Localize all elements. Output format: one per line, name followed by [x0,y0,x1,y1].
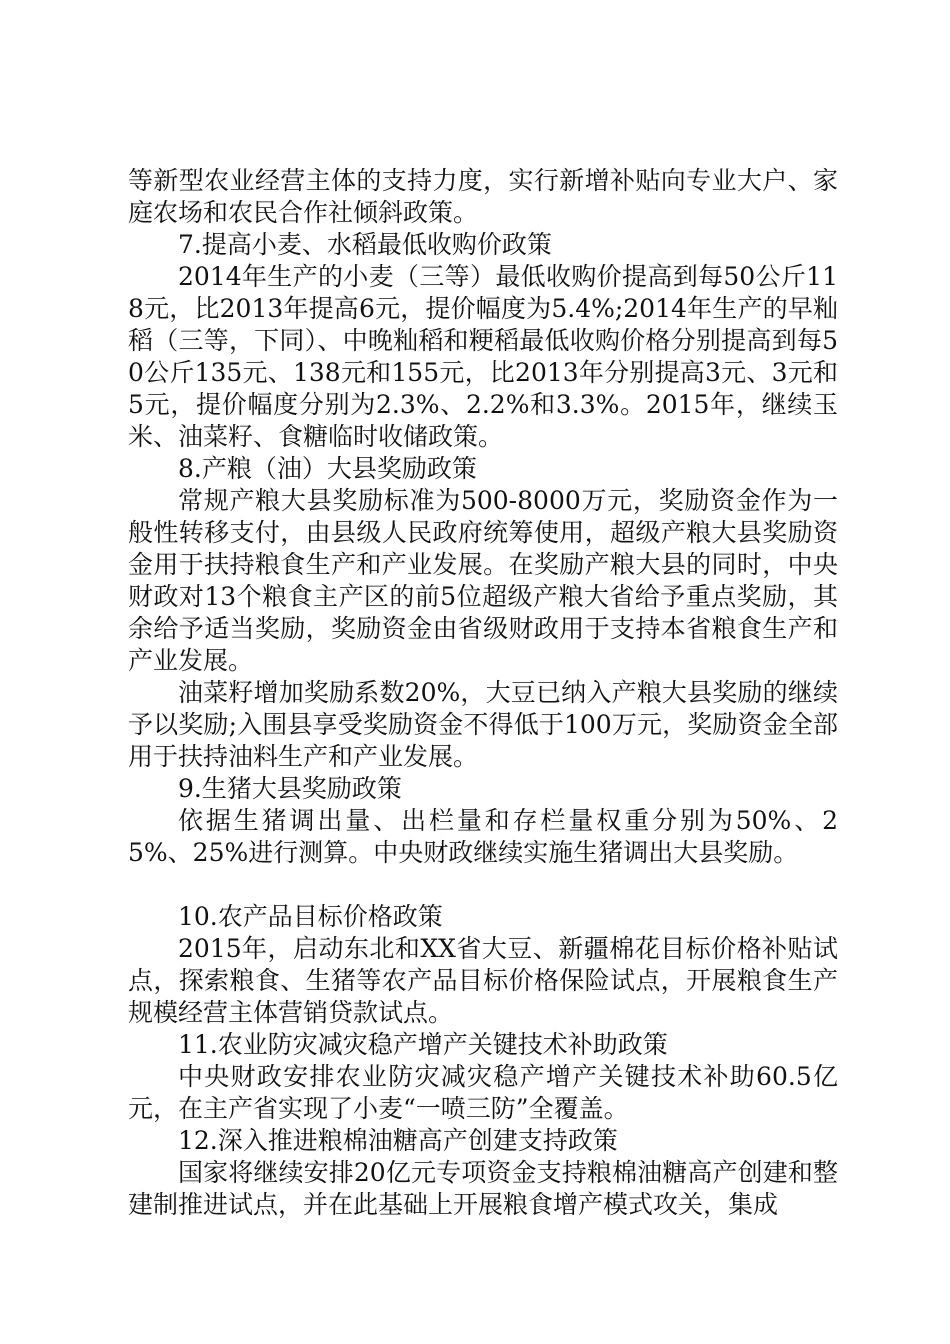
paragraph-oilseed-reward: 油菜籽增加奖励系数20%，大豆已纳入产粮大县奖励的继续予以奖励;入围县享受奖励资金不得低于100万元，奖励资金全部用于扶持油料生产和产业发展。 [128,678,838,771]
section-heading-8: 8.产粮（油）大县奖励政策 [178,454,477,483]
section-heading-12: 12.深入推进粮棉油糖高产创建支持政策 [178,1126,618,1155]
paragraph-high-yield-creation: 国家将继续安排20亿元专项资金支持粮棉油糖高产创建和整建制推进试点，并在此基础上开展粮食增产模式攻关，集成 [128,1158,838,1219]
paragraph-target-price: 2015年，启动东北和XX省大豆、新疆棉花目标价格补贴试点，探索粮食、生猪等农产品目标价格保险试点，开展粮食生产规模经营主体营销贷款试点。 [128,934,838,1027]
section-heading-7: 7.提高小麦、水稻最低收购价政策 [178,230,552,259]
paragraph-pig-county-reward: 依据生猪调出量、出栏量和存栏量权重分别为50%、25%、25%进行测算。中央财政继续实施生猪调出大县奖励。 [128,806,838,867]
paragraph-grain-county-reward: 常规产粮大县奖励标准为500-8000万元，奖励资金作为一般性转移支付，由县级人民政府统筹使用，超级产粮大县奖励资金用于扶持粮食生产和产业发展。在奖励产粮大县的同时，中央财政对13个粮食主产区的前5位超级产粮大省给予重点奖励，其余给予适当奖励，奖励资金由省级财政用于支持本省粮食生产和产业发展。 [128,486,838,675]
paragraph-disaster-prevention: 中央财政安排农业防灾减灾稳产增产关键技术补助60.5亿元，在主产省实现了小麦“一喷三防”全覆盖。 [128,1062,838,1123]
paragraph-continuation: 等新型农业经营主体的支持力度，实行新增补贴向专业大户、家庭农场和农民合作社倾斜政策。 [128,166,838,227]
section-heading-11: 11.农业防灾减灾稳产增产关键技术补助政策 [178,1030,668,1059]
document-body [128,165,838,1221]
section-heading-9: 9.生猪大县奖励政策 [178,774,402,803]
paragraph-min-purchase-price: 2014年生产的小麦（三等）最低收购价提高到每50公斤118元，比2013年提高6元，提价幅度为5.4%;2014年生产的早籼稻（三等，下同）、中晚籼稻和粳稻最低收购价格分别提高到每50公斤135元、138元和155元，比2013年分别提高3元、3元和5元，提价幅度分别为2.3%、2.2%和3.3%。2015年，继续玉米、油菜籽、食糖临时收储政策。 [128,262,838,451]
section-heading-10: 10.农产品目标价格政策 [178,902,443,931]
